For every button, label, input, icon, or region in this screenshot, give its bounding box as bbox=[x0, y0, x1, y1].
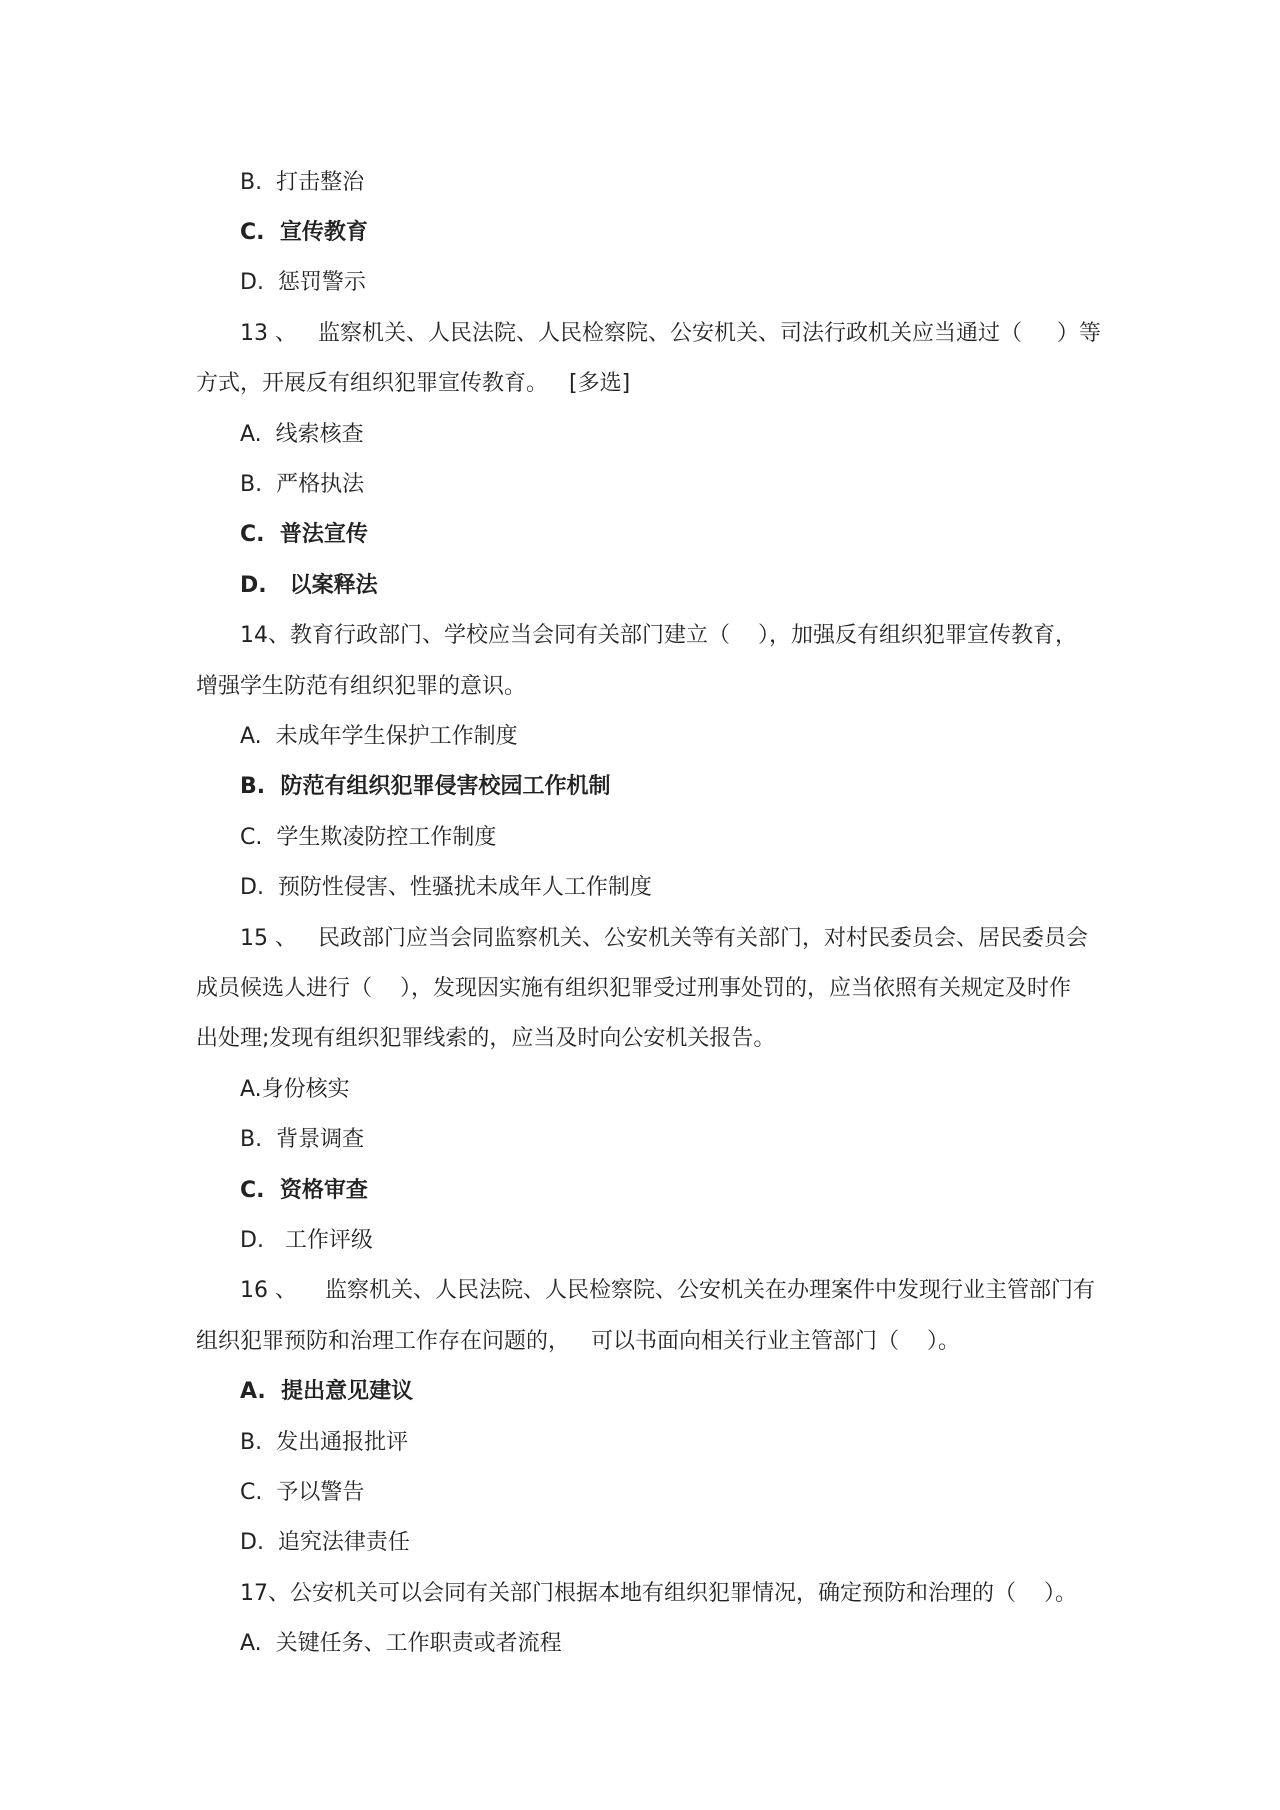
option-b-12: B. 打击整治 bbox=[240, 170, 365, 195]
question-16-line-1: 16 、 监察机关、人民法院、人民检察院、公安机关在办理案件中发现行业主管部门有 bbox=[240, 1278, 1095, 1303]
option-d-12: D. 惩罚警示 bbox=[240, 270, 366, 295]
option-c-14: C. 学生欺凌防控工作制度 bbox=[240, 825, 497, 850]
question-14-line-2: 增强学生防范有组织犯罪的意识。 bbox=[196, 674, 527, 699]
option-b-13: B. 严格执法 bbox=[240, 472, 365, 497]
option-d-14: D. 预防性侵害、性骚扰未成年人工作制度 bbox=[240, 875, 652, 900]
option-c-16: C. 予以警告 bbox=[240, 1480, 365, 1505]
option-b-14: B. 防范有组织犯罪侵害校园工作机制 bbox=[240, 774, 611, 799]
question-16-line-2: 组织犯罪预防和治理工作存在问题的， 可以书面向相关行业主管部门（ ）。 bbox=[196, 1329, 960, 1354]
option-a-16: A. 提出意见建议 bbox=[240, 1379, 414, 1404]
option-a-17: A. 关键任务、工作职责或者流程 bbox=[240, 1631, 562, 1656]
question-13-line-2: 方式，开展反有组织犯罪宣传教育。 [多选] bbox=[196, 371, 631, 396]
question-15-line-1: 15 、 民政部门应当会同监察机关、公安机关等有关部门，对村民委员会、居民委员会 bbox=[240, 926, 1088, 951]
option-b-16: B. 发出通报批评 bbox=[240, 1430, 409, 1455]
option-a-14: A. 未成年学生保护工作制度 bbox=[240, 724, 518, 749]
option-d-13: D. 以案释法 bbox=[240, 573, 378, 598]
option-d-15: D. 工作评级 bbox=[240, 1228, 373, 1253]
option-a-13: A. 线索核查 bbox=[240, 422, 364, 447]
option-c-13: C. 普法宣传 bbox=[240, 522, 368, 547]
option-c-12: C. 宣传教育 bbox=[240, 220, 368, 245]
option-b-15: B. 背景调查 bbox=[240, 1127, 365, 1152]
question-15-line-2: 成员候选人进行（ ），发现因实施有组织犯罪受过刑事处罚的，应当依照有关规定及时作 bbox=[196, 976, 1071, 1001]
question-17-line-1: 17、公安机关可以会同有关部门根据本地有组织犯罪情况，确定预防和治理的（ ）。 bbox=[240, 1581, 1077, 1606]
question-14-line-1: 14、教育行政部门、学校应当会同有关部门建立（ ），加强反有组织犯罪宣传教育， bbox=[240, 623, 1077, 648]
option-c-15: C. 资格审查 bbox=[240, 1178, 368, 1203]
question-15-line-3: 出处理;发现有组织犯罪线索的，应当及时向公安机关报告。 bbox=[196, 1026, 776, 1051]
option-a-15: A.身份核实 bbox=[240, 1077, 350, 1102]
question-13-line-1: 13 、 监察机关、人民法院、人民检察院、公安机关、司法行政机关应当通过（ ）等 bbox=[240, 321, 1101, 346]
option-d-16: D. 追究法律责任 bbox=[240, 1530, 410, 1555]
